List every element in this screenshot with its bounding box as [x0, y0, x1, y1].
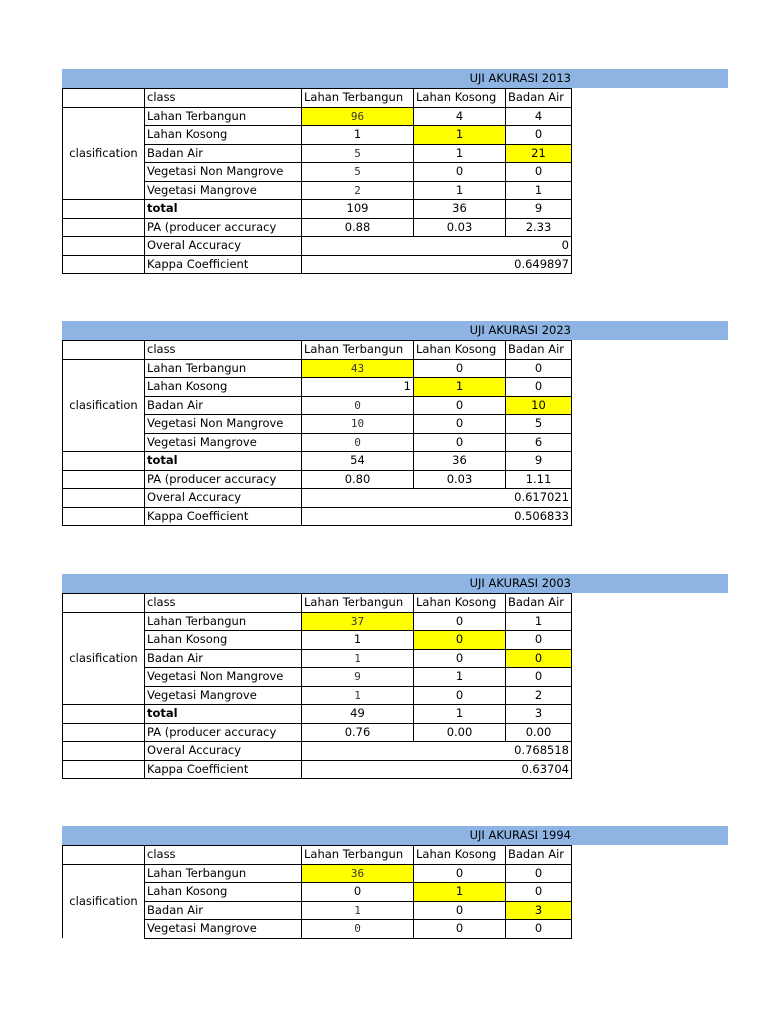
table-title-banner	[62, 69, 728, 88]
table-row: Vegetasi Non Mangrove 9 1 0	[63, 668, 572, 687]
table-row: clasification Lahan Terbangun 37 0 1	[63, 612, 572, 631]
table-row: Lahan Kosong 0 1 0	[63, 883, 572, 902]
pa-row: PA (producer accuracy 0.76 0.00 0.00	[63, 723, 572, 742]
total-row: total 49 1 3	[63, 705, 572, 724]
table-row: Lahan Kosong 1 1 0	[63, 378, 572, 397]
header-row: class Lahan Terbangun Lahan Kosong Badan Air	[63, 846, 572, 865]
table-row: Vegetasi Mangrove 0 0 6	[63, 433, 572, 452]
confusion-matrix-table	[62, 340, 572, 526]
table-row: Lahan Kosong 1 0 0	[63, 631, 572, 650]
total-row: total 54 36 9	[63, 452, 572, 471]
header-row: class Lahan Terbangun Lahan Kosong Badan Air	[63, 594, 572, 613]
table-row: Badan Air 5 1 21	[63, 144, 572, 163]
overall-accuracy-row: Overal Accuracy 0	[63, 237, 572, 256]
table-row: Vegetasi Non Mangrove 5 0 0	[63, 163, 572, 182]
table-row: clasification Lahan Terbangun 43 0 0	[63, 359, 572, 378]
table-title: UJI AKURASI 2023	[469, 323, 571, 337]
pa-row: PA (producer accuracy 0.80 0.03 1.11	[63, 470, 572, 489]
kappa-row: Kappa Coefficient 0.649897	[63, 255, 572, 274]
table-row: Badan Air 1 0 3	[63, 901, 572, 920]
header-row: class Lahan Terbangun Lahan Kosong Badan Air	[63, 89, 572, 108]
confusion-matrix-table	[62, 845, 572, 939]
table-row: Vegetasi Mangrove 2 1 1	[63, 181, 572, 200]
pa-row: PA (producer accuracy 0.88 0.03 2.33	[63, 218, 572, 237]
table-row: clasification Lahan Terbangun 96 4 4	[63, 107, 572, 126]
table-row: Vegetasi Mangrove 1 0 2	[63, 686, 572, 705]
kappa-row: Kappa Coefficient 0.63704	[63, 760, 572, 779]
table-row: Lahan Kosong 1 1 0	[63, 126, 572, 145]
confusion-matrix-table	[62, 593, 572, 779]
clasification-label[interactable]: clasification	[63, 864, 145, 938]
table-title: UJI AKURASI 2013	[469, 71, 571, 85]
table-row: Vegetasi Non Mangrove 10 0 5	[63, 415, 572, 434]
clasification-label[interactable]: clasification	[63, 359, 145, 452]
table-title: UJI AKURASI 2003	[469, 576, 571, 590]
header-row: class Lahan Terbangun Lahan Kosong Badan Air	[63, 341, 572, 360]
table-row: Badan Air 0 0 10	[63, 396, 572, 415]
table-title-banner	[62, 321, 728, 340]
total-row: total 109 36 9	[63, 200, 572, 219]
overall-accuracy-row: Overal Accuracy 0.768518	[63, 742, 572, 761]
overall-accuracy-row: Overal Accuracy 0.617021	[63, 489, 572, 508]
table-row: clasification Lahan Terbangun 36 0 0	[63, 864, 572, 883]
kappa-row: Kappa Coefficient 0.506833	[63, 507, 572, 526]
clasification-label[interactable]: clasification	[63, 107, 145, 200]
table-row: Vegetasi Mangrove 0 0 0	[63, 920, 572, 939]
confusion-matrix-table	[62, 88, 572, 274]
table-title-banner	[62, 574, 728, 593]
table-title-banner	[62, 826, 728, 845]
table-title: UJI AKURASI 1994	[469, 828, 571, 842]
clasification-label[interactable]: clasification	[63, 612, 145, 705]
table-row: Badan Air 1 0 0	[63, 649, 572, 668]
